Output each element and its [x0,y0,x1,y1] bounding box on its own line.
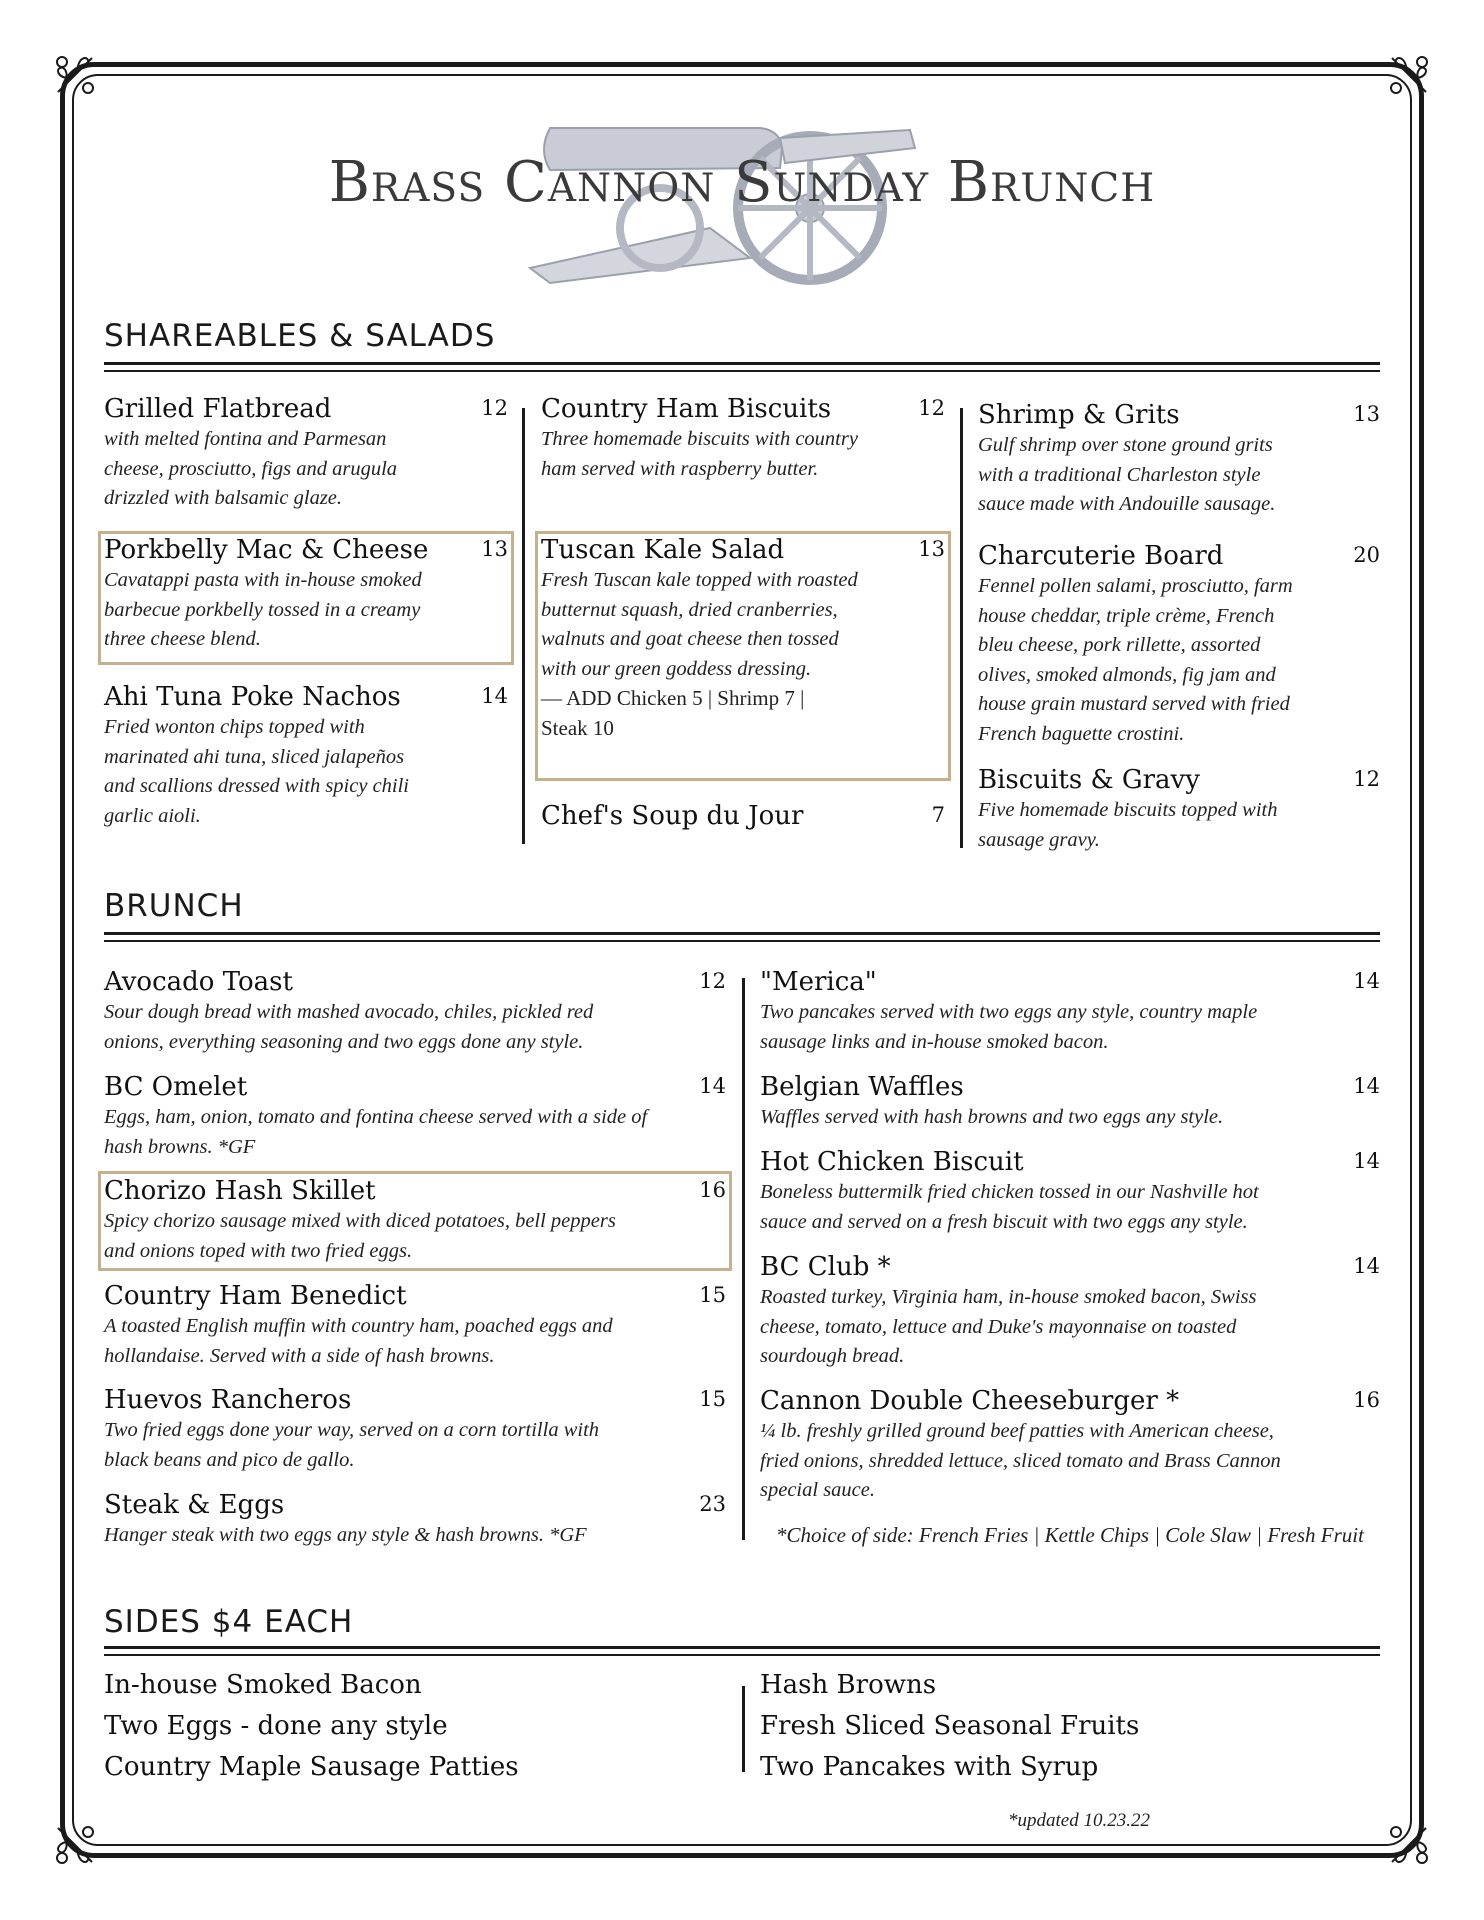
item-description: A toasted English muffin with country ham, poached eggs and hollandaise. Served with a side of hash browns. [104,1315,613,1367]
item-price: 12 [1353,767,1380,791]
section-rule [104,932,1380,935]
item-description: Gulf shrimp over stone ground grits with a traditional Charleston style sauce made with Andouille sausage. [978,434,1276,515]
column-divider [960,408,963,848]
menu-item [104,1490,726,1551]
menu-item [104,1281,726,1371]
side-item: Hash Browns [760,1670,937,1700]
menu-item [760,1072,1380,1133]
item-description: Roasted turkey, Virginia ham, in-house smoked bacon, Swiss cheese, tomato, lettuce and Duke's mayonnaise on toasted sourdough bread. [760,1286,1257,1367]
column-divider [522,408,525,844]
item-price: 12 [918,396,945,420]
item-price: 14 [1353,1149,1380,1173]
updated-date-note: *updated 10.23.22 [1008,1810,1150,1831]
floral-ornament-icon [48,48,102,102]
item-description: Fresh Tuscan kale topped with roasted butternut squash, dried cranberries, walnuts and goat cheese then tossed with our green goddess dressing. [541,569,858,680]
menu-item [104,535,508,655]
item-name: BC Club * [760,1252,891,1282]
item-name: Steak & Eggs [104,1490,285,1520]
item-name: Chef's Soup du Jour [541,801,804,831]
column-divider [742,978,745,1540]
item-description: with melted fontina and Parmesan cheese, prosciutto, figs and arugula drizzled with balsamic glaze. [104,428,398,509]
menu-item [978,541,1380,749]
item-price: 16 [1353,1388,1380,1412]
menu-item [978,400,1380,520]
menu-item [104,1176,726,1266]
side-item: Fresh Sliced Seasonal Fruits [760,1711,1140,1741]
item-name: Grilled Flatbread [104,394,332,424]
item-name: Avocado Toast [104,967,293,997]
item-description: Fried wonton chips topped with marinated ahi tuna, sliced jalapeños and scallions dressed with spicy chili garlic aioli. [104,716,410,827]
item-name: Cannon Double Cheeseburger * [760,1386,1180,1416]
item-description: Two fried eggs done your way, served on a corn tortilla with black beans and pico de gallo. [104,1419,600,1471]
section-rule [104,370,1380,372]
side-item: Two Pancakes with Syrup [760,1752,1099,1782]
item-description: ¼ lb. freshly grilled ground beef patties with American cheese, fried onions, shredded lettuce, sliced tomato and Brass Cannon special sauce. [760,1420,1281,1501]
item-name: Huevos Rancheros [104,1385,352,1415]
item-name: Country Ham Biscuits [541,394,832,424]
menu-item [104,682,508,831]
item-price: 15 [699,1283,726,1307]
item-price: 7 [931,803,945,827]
item-name: Charcuterie Board [978,541,1224,571]
menu-item [104,1385,726,1475]
item-description: Three homemade biscuits with country ham served with raspberry butter. [541,428,858,480]
item-description: Sour dough bread with mashed avocado, chiles, pickled red onions, everything seasoning and two eggs done any style. [104,1001,594,1053]
item-price: 14 [1353,969,1380,993]
floral-ornament-icon [48,1818,102,1872]
item-description: Five homemade biscuits topped with sausage gravy. [978,799,1278,851]
item-add-ons: — ADD Chicken 5 | Shrimp 7 | Steak 10 [541,686,805,740]
menu-item [541,801,945,831]
item-description: Fennel pollen salami, prosciutto, farm house cheddar, triple crème, French bleu cheese, pork rillette, assorted olives, smoked almonds, fig jam and house grain mustard served with fried French baguette crostini. [978,575,1293,745]
item-name: Ahi Tuna Poke Nachos [104,682,401,712]
section-rule [104,362,1380,365]
floral-ornament-icon [1382,48,1436,102]
item-name: Belgian Waffles [760,1072,964,1102]
side-item: Country Maple Sausage Patties [104,1752,519,1782]
section-rule [104,1646,1380,1649]
menu-item [541,535,945,743]
item-price: 16 [699,1178,726,1202]
item-name: Chorizo Hash Skillet [104,1176,376,1206]
side-item: In-house Smoked Bacon [104,1670,422,1700]
item-description: Boneless buttermilk fried chicken tossed in our Nashville hot sauce and served on a fresh biscuit with two eggs any style. [760,1181,1259,1233]
item-price: 14 [699,1074,726,1098]
menu-item [760,1147,1380,1237]
item-name: Country Ham Benedict [104,1281,407,1311]
item-description: Cavatappi pasta with in-house smoked barbecue porkbelly tossed in a creamy three cheese blend. [104,569,422,650]
menu-item [760,1252,1380,1372]
side-choice-note: *Choice of side: French Fries | Kettle Chips | Cole Slaw | Fresh Fruit [776,1523,1364,1547]
item-description: Two pancakes served with two eggs any style, country maple sausage links and in-house smoked bacon. [760,1001,1258,1053]
menu-item [104,1072,726,1162]
item-price: 12 [699,969,726,993]
item-description: Waffles served with hash browns and two eggs any style. [760,1106,1224,1128]
page-title: Brass Cannon Sunday Brunch [328,150,1156,215]
item-price: 15 [699,1387,726,1411]
item-name: Tuscan Kale Salad [541,535,785,565]
menu-item [760,1386,1380,1506]
section-title-sides: SIDES $4 EACH [104,1604,354,1640]
item-name: Porkbelly Mac & Cheese [104,535,429,565]
item-price: 20 [1353,543,1380,567]
item-price: 23 [699,1492,726,1516]
item-name: BC Omelet [104,1072,248,1102]
item-price: 14 [1353,1254,1380,1278]
item-description: Spicy chorizo sausage mixed with diced potatoes, bell peppers and onions toped with two fried eggs. [104,1210,616,1262]
column-divider [742,1686,745,1772]
item-price: 13 [1353,402,1380,426]
section-rule [104,940,1380,942]
menu-item [104,394,508,514]
item-price: 13 [918,537,945,561]
menu-item [978,765,1380,855]
item-name: Shrimp & Grits [978,400,1180,430]
item-price: 14 [1353,1074,1380,1098]
item-description: Eggs, ham, onion, tomato and fontina cheese served with a side of hash browns. *GF [104,1106,648,1158]
section-title-brunch: BRUNCH [104,888,244,924]
item-name: Biscuits & Gravy [978,765,1200,795]
menu-item [541,394,945,484]
menu-item [104,967,726,1057]
item-price: 12 [481,396,508,420]
item-name: Hot Chicken Biscuit [760,1147,1024,1177]
side-item: Two Eggs - done any style [104,1711,448,1741]
floral-ornament-icon [1382,1818,1436,1872]
section-rule [104,1654,1380,1656]
section-title-shareables: SHAREABLES & SALADS [104,318,496,354]
item-name: "Merica" [760,967,877,997]
item-price: 14 [481,684,508,708]
item-description: Hanger steak with two eggs any style & hash browns. *GF [104,1524,587,1546]
menu-item [760,967,1380,1057]
item-price: 13 [481,537,508,561]
